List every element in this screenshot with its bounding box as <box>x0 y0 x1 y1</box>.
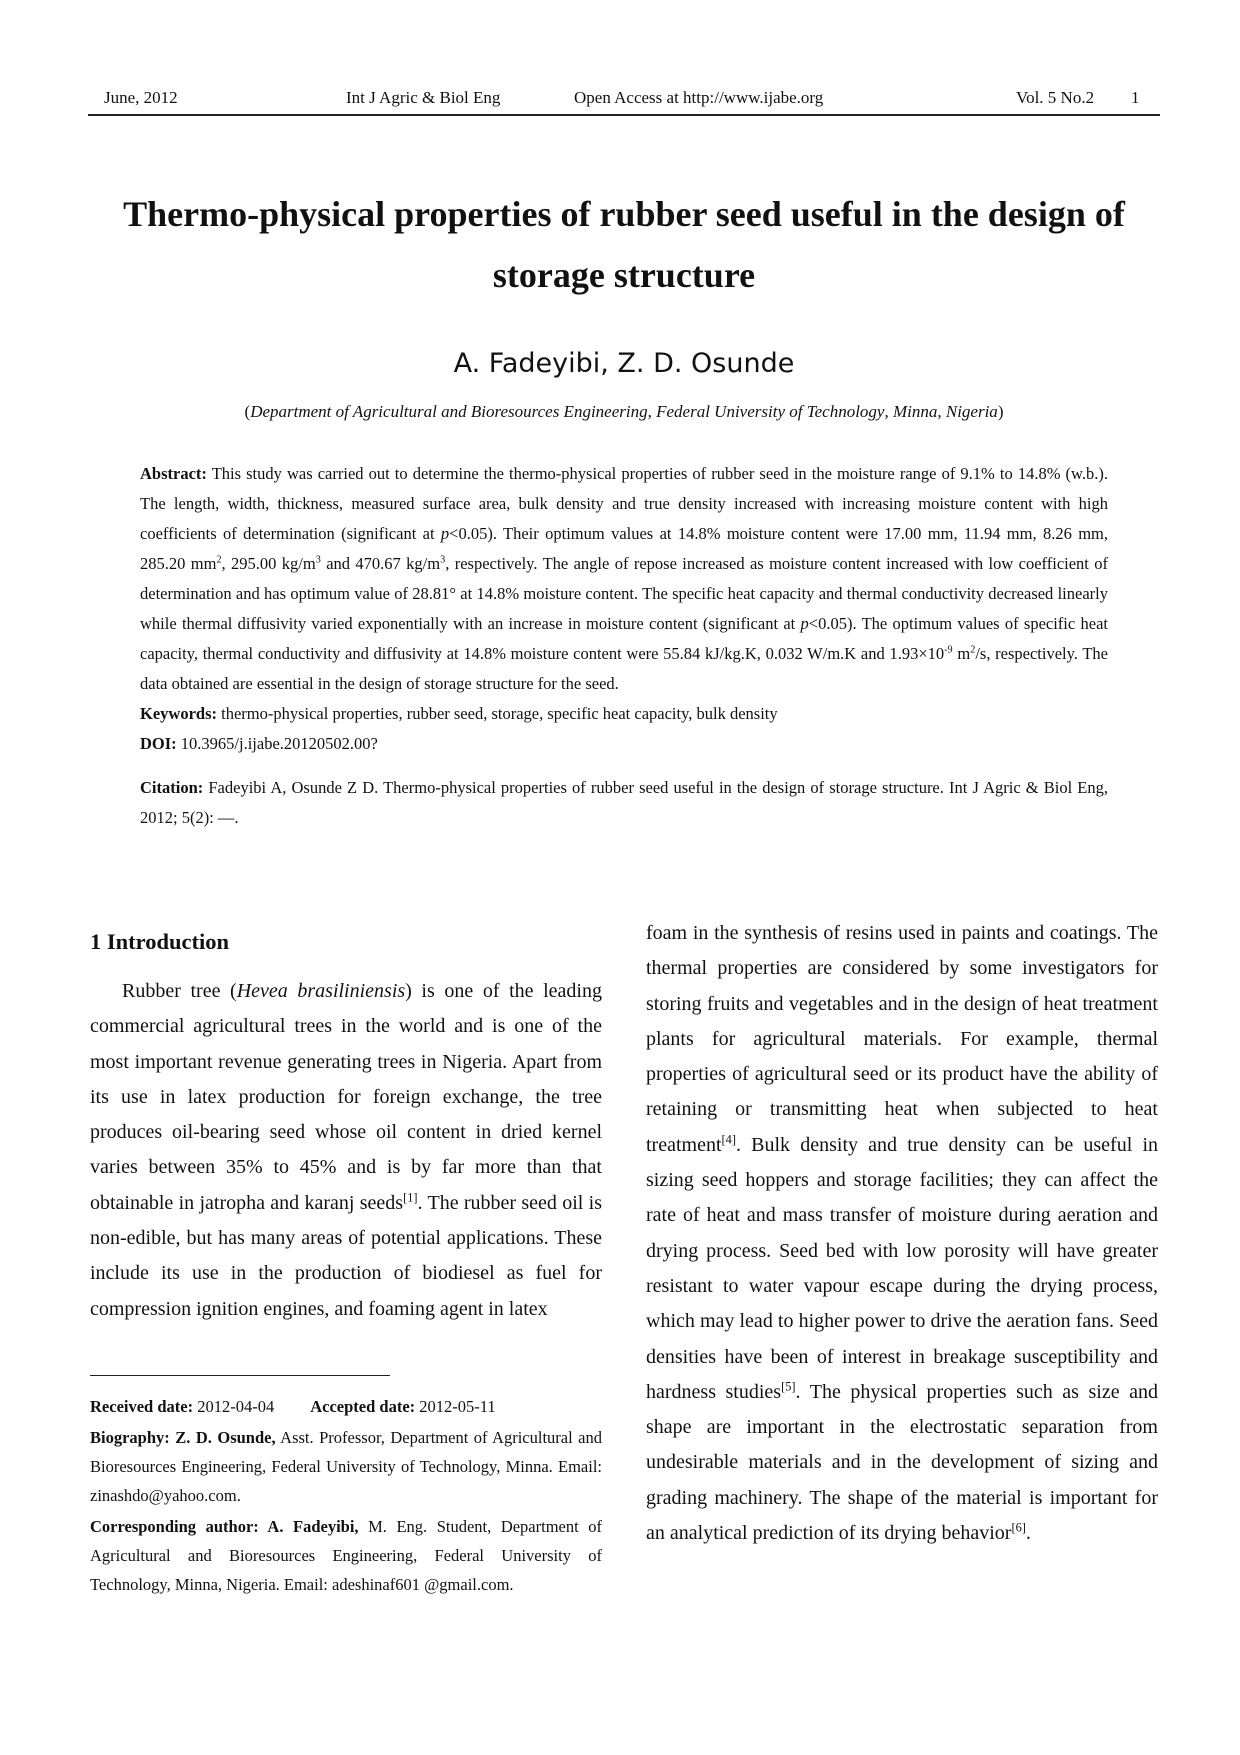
spacer <box>140 759 1108 773</box>
right-column <box>646 916 1158 1551</box>
citation-ref[interactable]: [6] <box>1011 1520 1026 1535</box>
citation-ref[interactable]: [5] <box>781 1379 796 1394</box>
running-header <box>88 88 1160 116</box>
body-text: Rubber tree ( <box>122 980 237 1002</box>
affiliation-separator: , <box>884 402 893 421</box>
authors: A. Fadeyibi, Z. D. Osunde <box>453 348 795 379</box>
abstract-text: , respectively. The angle of repose increased as moisture content increased with low coefficient of determination and has optimum value of 28.81° at 14.8% moisture content. The specific heat capacity and thermal conductivity decreased linearly while thermal diffusivity varied exponentially with an increase in moisture content (significant at <box>140 554 1109 633</box>
abstract-block <box>140 459 1108 833</box>
body-text: foam in the synthesis of resins used in paints and coatings. The thermal properties are considered by some investigators for storing fruits and vegetables and in the design of heat treatment plants for agricultural materials. For example, thermal properties of agricultural seed or its product have the ability of retaining or transmitting heat when subjected to heat treatment <box>646 922 1158 1156</box>
footnote-divider <box>90 1375 390 1376</box>
keywords-label: Keywords: <box>140 704 217 723</box>
footnote-dates <box>90 1392 602 1421</box>
superscript: 2 <box>216 554 222 566</box>
title-line-2: storage structure <box>492 255 756 295</box>
p-value-symbol: p <box>800 614 809 633</box>
species-name: Hevea brasiliniensis <box>236 980 406 1002</box>
section-heading-introduction: 1 Introduction <box>90 929 229 954</box>
affiliation-city: Minna <box>892 402 938 421</box>
superscript: 3 <box>440 554 446 566</box>
footnote-biography <box>90 1423 602 1510</box>
body-text: ) is one of the leading commercial agricultural trees in the world and is one of the most important revenue generating trees in Nigeria. Apart from its use in latex production for foreign exchange, the tree produces oil-bearing seed whose oil content in dried kernel varies between 35% to 45% and is by far more than that obtainable in jatropha and karanj seeds <box>90 980 602 1214</box>
biography-text: Asst. Professor, Department of Agricultural and Bioresources Engineering, Federal University of Technology, Minna. Email: zinashdo@yahoo.com. <box>90 1428 603 1505</box>
introduction-paragraph-continued <box>646 916 1158 1551</box>
keywords <box>140 699 1108 729</box>
introduction-paragraph <box>90 974 602 1327</box>
header-page-number: 1 <box>1131 88 1140 107</box>
received-date: 2012-04-04 <box>193 1397 275 1416</box>
abstract-label: Abstract: <box>140 464 207 483</box>
affiliation <box>88 402 1160 422</box>
header-journal: Int J Agric & Biol Eng <box>346 88 501 107</box>
header-date: June, 2012 <box>104 88 178 107</box>
doi <box>140 729 1108 759</box>
paper-title <box>88 184 1160 306</box>
corresponding-author-text: M. Eng. Student, Department of Agricultural and Bioresources Engineering, Federal University of Technology, Minna, Nigeria. Email: adeshinaf601 @gmail.com. <box>90 1517 602 1594</box>
affiliation-country: Nigeria <box>945 402 998 421</box>
abstract-text: m <box>952 644 971 663</box>
abstract-text: , 295.00 kg/m <box>221 554 316 573</box>
affiliation-separator: , <box>937 402 946 421</box>
abstract-text: <0.05). The optimum values of specific heat capacity, thermal conductivity and diffusivity at 14.8% moisture content were 55.84 kJ/kg.K, 0.032 W/m.K and 1.93×10 <box>140 614 1108 663</box>
superscript: 2 <box>970 644 976 656</box>
accepted-label: Accepted date: <box>310 1397 416 1416</box>
header-open-access-link[interactable]: Open Access at http://www.ijabe.org <box>574 88 824 107</box>
citation <box>140 773 1108 833</box>
citation-label: Citation: <box>140 778 204 797</box>
footnotes <box>90 1392 602 1601</box>
affiliation-close-paren: ) <box>997 402 1004 421</box>
body-text: . Bulk density and true density can be useful in sizing seed hoppers and storage facilities; they can affect the rate of heat and mass transfer of moisture during aeration and drying process. Seed bed with low porosity will have greater resistant to water vapour escape during the drying process, which may lead to higher power to drive the aeration fans. Seed densities have been of interest in breakage susceptibility and hardness studies <box>646 1133 1158 1403</box>
citation-text: Fadeyibi A, Osunde Z D. Thermo-physical properties of rubber seed useful in the design of storage structure. Int J Agric & Biol Eng, 2012; 5(2): —. <box>140 778 1108 827</box>
superscript: -9 <box>944 644 953 656</box>
superscript: 3 <box>315 554 321 566</box>
abstract-text: and 470.67 kg/m <box>320 554 441 573</box>
accepted-date: 2012-05-11 <box>415 1397 496 1416</box>
body-text: . The physical properties such as size and shape are important in the electrostatic separation from undesirable materials and in the development of sizing and grading machinery. The shape of the material is important for an analytical prediction of its drying behavior <box>646 1380 1158 1545</box>
citation-ref[interactable]: [1] <box>403 1190 418 1205</box>
keywords-text: thermo-physical properties, rubber seed, storage, specific heat capacity, bulk density <box>217 704 778 723</box>
footnote-corresponding-author <box>90 1512 602 1599</box>
received-label: Received date: <box>90 1397 194 1416</box>
biography-label: Biography: Z. D. Osunde, <box>90 1428 276 1447</box>
corresponding-author-label: Corresponding author: A. Fadeyibi, <box>90 1517 359 1536</box>
abstract <box>140 459 1108 699</box>
header-volume: Vol. 5 No.2 <box>1016 88 1095 107</box>
abstract-text: <0.05). Their optimum values at 14.8% moisture content were 17.00 mm, 11.94 mm, 8.26 mm, 285.20 mm <box>140 524 1108 573</box>
affiliation-university: Federal University of Technology <box>656 402 885 421</box>
affiliation-separator: , <box>647 402 657 421</box>
abstract-text: This study was carried out to determine the thermo-physical properties of rubber seed in the moisture range of 9.1% to 14.8% (w.b.). The length, width, thickness, measured surface area, bulk density and true density increased with increasing moisture content with high coefficients of determination (significant at <box>140 464 1108 543</box>
body-text: . <box>1025 1522 1031 1545</box>
doi-link[interactable]: 10.3965/j.ijabe.20120502.00? <box>176 734 378 753</box>
abstract-text: /s, respectively. The data obtained are essential in the design of storage structure for the seed. <box>140 644 1108 693</box>
citation-ref[interactable]: [4] <box>721 1132 736 1147</box>
title-line-1: Thermo-physical properties of rubber seed useful in the design of <box>123 194 1125 234</box>
doi-label: DOI: <box>140 734 177 753</box>
body-text: . The rubber seed oil is non-edible, but has many areas of potential applications. These include its use in the production of biodiesel as fuel for compression ignition engines, and foaming agent in latex <box>90 1191 602 1320</box>
affiliation-open-paren: ( <box>244 402 251 421</box>
left-column <box>90 924 602 1327</box>
p-value-symbol: p <box>440 524 450 543</box>
affiliation-department: Department of Agricultural and Bioresources Engineering <box>250 402 648 421</box>
